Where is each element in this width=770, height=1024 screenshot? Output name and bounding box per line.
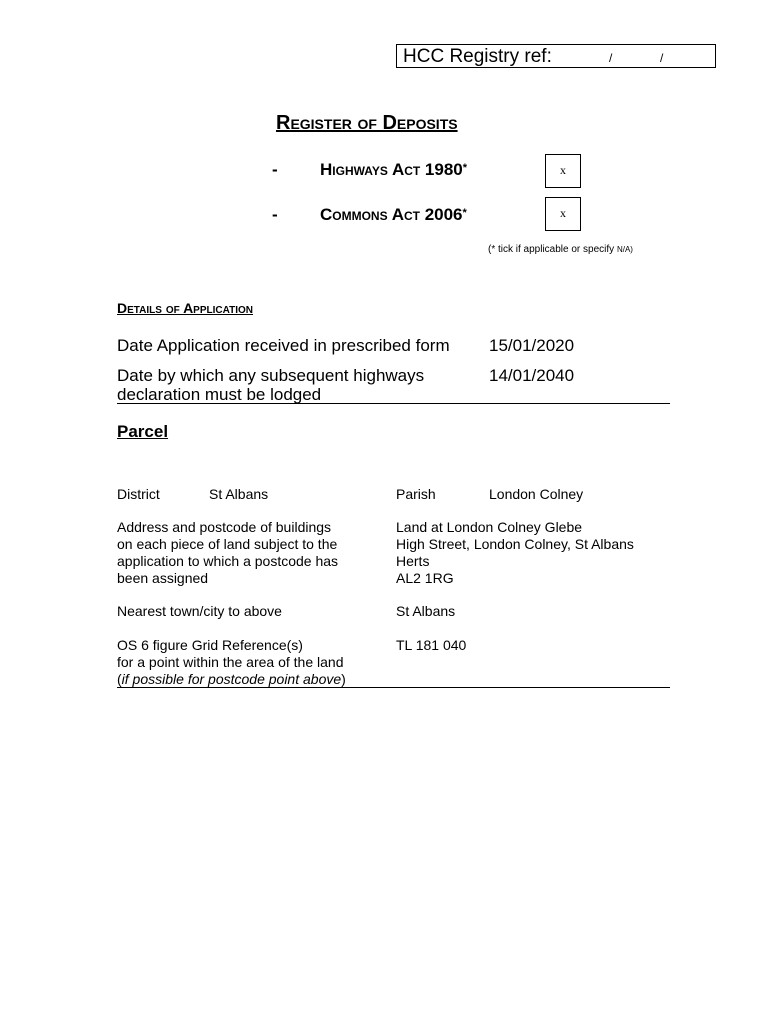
district-label: District xyxy=(117,486,160,502)
address-value-line: Land at London Colney Glebe xyxy=(396,519,583,535)
act-highways xyxy=(320,160,467,180)
divider xyxy=(117,687,670,688)
parcel-heading: Parcel xyxy=(117,422,169,441)
paren-open: ( xyxy=(117,671,122,687)
tick-note-text: (* tick if applicable or specify xyxy=(488,244,617,255)
act-commons-name: Commons Act 2006 xyxy=(320,205,463,224)
district-value: St Albans xyxy=(209,486,269,502)
address-label-line: on each piece of land subject to the xyxy=(117,536,338,552)
received-value: 15/01/2020 xyxy=(489,336,575,355)
paren-close: ) xyxy=(341,671,346,687)
deadline-value: 14/01/2040 xyxy=(489,366,575,385)
grid-ref-label-line: for a point within the area of the land xyxy=(117,654,344,670)
address-value-line: High Street, London Colney, St Albans xyxy=(396,536,634,552)
act-dash: - xyxy=(272,160,278,179)
act-highways-name: Highways Act 1980 xyxy=(320,160,463,179)
address-value-line: Herts xyxy=(396,553,430,569)
page-title: Register of Deposits xyxy=(276,112,458,134)
registry-ref-box xyxy=(396,44,716,68)
details-heading: Details of Application xyxy=(117,300,253,316)
grid-ref-value: TL 181 040 xyxy=(396,637,467,653)
address-label-line: Address and postcode of buildings xyxy=(117,519,332,535)
commons-act-tickbox: x xyxy=(545,197,581,231)
parish-value: London Colney xyxy=(489,486,584,502)
act-commons-asterisk: * xyxy=(462,207,467,219)
address-label-line: been assigned xyxy=(117,570,209,586)
registry-ref-separator: / xyxy=(660,51,664,65)
address-value-line: AL2 1RG xyxy=(396,570,454,586)
tick-note-na: N/A) xyxy=(616,245,633,254)
highways-act-tickbox: x xyxy=(545,154,581,188)
grid-ref-label-line: OS 6 figure Grid Reference(s) xyxy=(117,637,303,653)
act-dash: - xyxy=(272,205,278,224)
town-label: Nearest town/city to above xyxy=(117,603,282,619)
act-commons xyxy=(320,205,467,225)
town-value: St Albans xyxy=(396,603,456,619)
grid-ref-note: if possible for postcode point above xyxy=(121,671,342,687)
registry-ref-separator: / xyxy=(609,51,613,65)
deadline-label-line1: Date by which any subsequent highways xyxy=(117,366,425,385)
address-value xyxy=(396,519,634,587)
act-highways-asterisk: * xyxy=(462,162,468,174)
address-label-line: application to which a postcode has xyxy=(117,553,339,569)
grid-ref-label xyxy=(117,637,346,688)
address-label xyxy=(117,519,338,587)
deadline-label-line2: declaration must be lodged xyxy=(117,385,322,404)
tick-note xyxy=(488,244,633,255)
grid-ref-label-line xyxy=(117,671,346,688)
registry-ref-label: HCC Registry ref: xyxy=(403,46,552,67)
parish-label: Parish xyxy=(396,486,436,502)
received-label: Date Application received in prescribed form xyxy=(117,336,450,355)
divider xyxy=(117,403,670,404)
